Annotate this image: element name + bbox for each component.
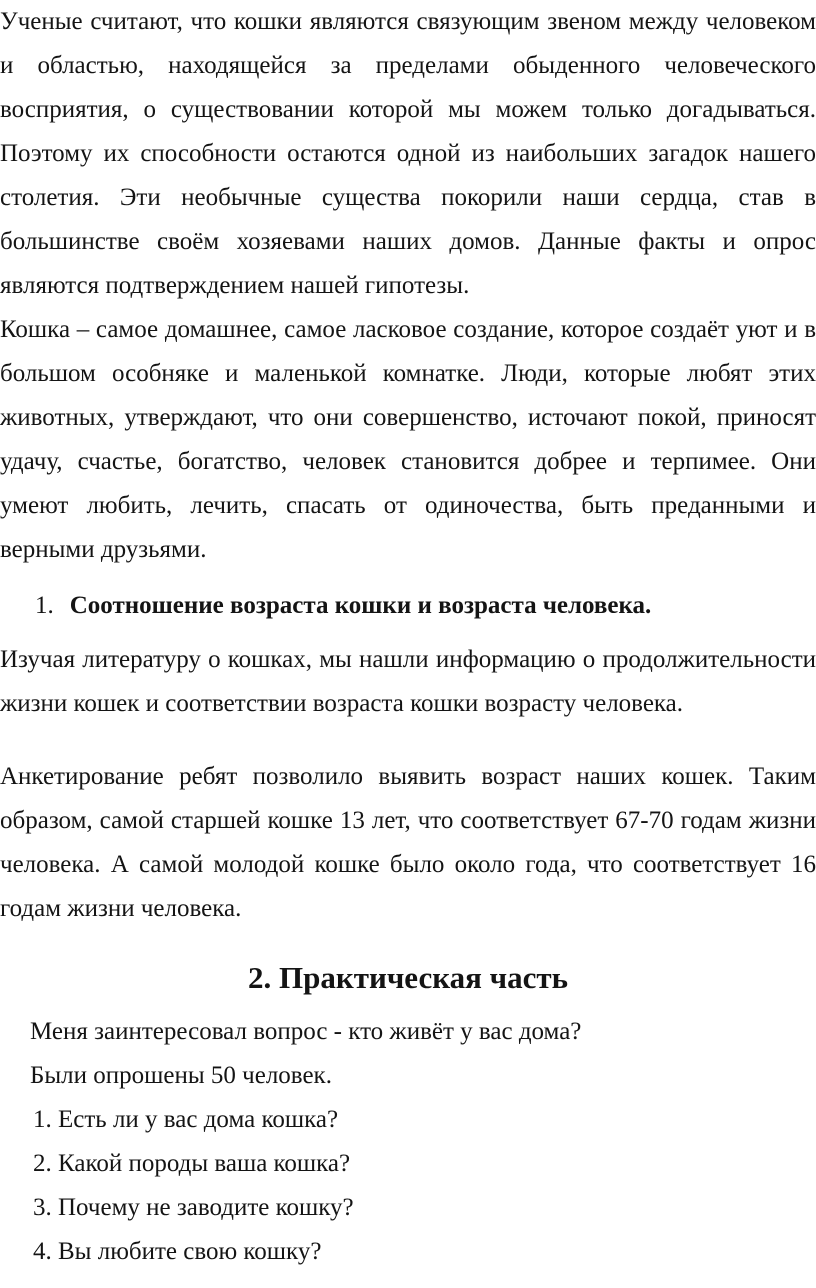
- survey-question-1: 1. Есть ли у вас дома кошка?: [33, 1106, 339, 1133]
- section2-intro-line: Меня заинтересовал вопрос - кто живёт у вас дома?: [30, 1018, 582, 1045]
- intro-paragraph-1: Ученые считают, что кошки являются связующим звеном между человеком и областью, находящейся за пределами обыденного человеческого восприятия, о существовании которой мы можем только догадываться. Поэтому их способности остаются одной из наибольших загадок нашего столетия. Эти необычные существа покорили наши сердца, став в большинстве своём хозяевами наших домов. Данные факты и опрос являются подтверждением нашей гипотезы.: [0, 8, 816, 299]
- survey-question-2: 2. Какой породы ваша кошка?: [33, 1150, 351, 1177]
- section1-heading-title: Соотношение возраста кошки и возраста человека.: [69, 592, 652, 619]
- section2-respondents-line: Были опрошены 50 человек.: [30, 1062, 332, 1089]
- survey-question-3: 3. Почему не заводите кошку?: [33, 1194, 354, 1221]
- survey-question-4: 4. Вы любите свою кошку?: [33, 1238, 322, 1265]
- section1-paragraph-1: Изучая литературу о кошках, мы нашли информацию о продолжительности жизни кошек и соответствии возраста кошки возрасту человека.: [0, 646, 816, 717]
- section1-heading-number: 1.: [35, 592, 54, 619]
- section2-heading: 2. Практическая часть: [248, 960, 568, 995]
- intro-paragraph-2: Кошка – самое домашнее, самое ласковое создание, которое создаёт уют и в большом особняке и маленькой комнатке. Люди, которые любят этих животных, утверждают, что они совершенство, источают покой, приносят удачу, счастье, богатство, человек становится добрее и терпимее. Они умеют любить, лечить, спасать от одиночества, быть преданными и верными друзьями.: [0, 316, 816, 563]
- section1-heading: [0, 584, 816, 628]
- section1-paragraph-2: Анкетирование ребят позволило выявить возраст наших кошек. Таким образом, самой старшей кошке 13 лет, что соответствует 67-70 годам жизни человека. А самой молодой кошке было около года, что соответствует 16 годам жизни человека.: [0, 763, 816, 922]
